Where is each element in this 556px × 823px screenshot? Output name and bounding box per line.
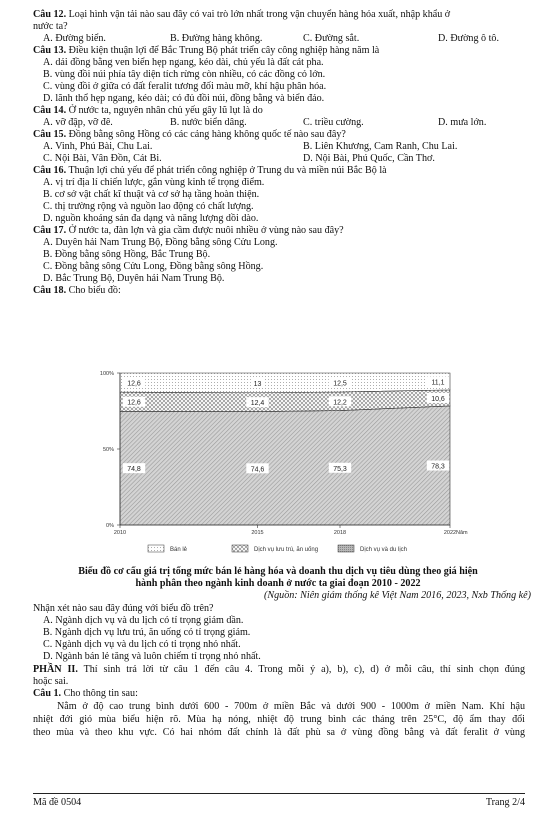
- q15-number: Câu 15.: [33, 129, 67, 140]
- q12-number: Câu 12.: [33, 9, 67, 20]
- part2-q1-number: Câu 1.: [33, 688, 62, 699]
- part2-q1-stem: [33, 688, 138, 700]
- q12-option-b[interactable]: B. Đường hàng không.: [170, 33, 263, 44]
- q18-option-d[interactable]: D. Ngành bán lẻ tăng và luôn chiếm tỉ trọng nhỏ nhất.: [43, 651, 261, 662]
- data-label-ban-le-2018: 12,5: [333, 380, 347, 388]
- legend-label-dich-vu-luu-tru-an-uong: Dịch vụ lưu trú, ăn uống: [254, 547, 319, 553]
- q17-stem: [33, 225, 344, 237]
- q17-option-c[interactable]: C. Đồng bằng sông Cửu Long, Đồng bằng sông Hồng.: [43, 261, 264, 272]
- chart-caption-line1: Biểu đồ cơ cấu giá trị tổng mức bán lẻ hàng hóa và doanh thu dịch vụ tiêu dùng theo giá hiện: [78, 566, 478, 577]
- q12-option-d[interactable]: D. Đường ô tô.: [438, 33, 499, 44]
- q17-number: Câu 17.: [33, 225, 67, 236]
- q14-number: Câu 14.: [33, 105, 67, 116]
- q18-number: Câu 18.: [33, 285, 67, 296]
- x-tick-label-2022: 2022: [443, 530, 457, 536]
- q12-option-c[interactable]: C. Đường sắt.: [303, 33, 360, 44]
- legend-swatch-ban-le: [148, 545, 164, 552]
- part2-passage-line1: Nằm ở độ cao trung bình dưới 600 - 700m ở miền Bắc và dưới 900 - 1000m ở miền Nam. Khí hậu: [57, 701, 525, 712]
- q12-option-a[interactable]: A. Đường biển.: [43, 33, 106, 44]
- q12-stem-line1: [33, 9, 450, 21]
- q12-stem-line2: nước ta?: [33, 21, 68, 32]
- q16-text: Thuận lợi chủ yếu để phát triển công nghiệp ở Trung du và miền núi Bắc Bộ là: [68, 165, 387, 176]
- part2-intro-line2: hoặc sai.: [33, 676, 69, 687]
- q16-option-a[interactable]: A. vị trí địa lí chiến lược, gắn vùng kinh tế trọng điểm.: [43, 177, 265, 188]
- q17-option-a[interactable]: A. Duyên hải Nam Trung Bộ, Đồng bằng sông Cửu Long.: [43, 237, 278, 248]
- q18-option-c[interactable]: C. Ngành dịch vụ và du lịch có tỉ trọng nhỏ nhất.: [43, 639, 241, 650]
- q13-option-a[interactable]: A. dải đồng bằng ven biển hẹp ngang, kéo dài, chủ yếu là đất cát pha.: [43, 57, 324, 68]
- q15-option-b[interactable]: B. Liên Khương, Cam Ranh, Chu Lai.: [303, 141, 458, 152]
- q13-option-c[interactable]: C. vùng đồi ở giữa có đất feralit tương đối màu mỡ, khí hậu phân hóa.: [43, 81, 327, 92]
- data-label-dich-vu-va-du-lich-2018: 75,3: [333, 465, 347, 473]
- data-label-ban-le-2010: 12,6: [127, 380, 141, 388]
- area-dich-vu-va-du-lich: [120, 406, 450, 525]
- data-label-dich-vu-luu-tru-an-uong-2018: 12,2: [333, 399, 347, 407]
- q17-option-b[interactable]: B. Đồng bằng sông Hồng, Bắc Trung Bộ.: [43, 249, 211, 260]
- q13-stem: [33, 45, 379, 57]
- y-tick-label-0: 0%: [106, 523, 114, 529]
- q14-stem: [33, 105, 263, 117]
- data-label-dich-vu-va-du-lich-2010: 74,8: [127, 466, 141, 474]
- part2-intro-line1: [33, 664, 525, 676]
- q14-option-a[interactable]: A. vỡ đập, vỡ đê.: [43, 117, 113, 128]
- q13-text: Điều kiện thuận lợi để Bắc Trung Bộ phát triển cây công nghiệp hàng năm là: [68, 45, 380, 56]
- data-label-dich-vu-luu-tru-an-uong-2015: 12,4: [250, 400, 265, 408]
- part2-passage-line2: nhiệt đới gió mùa biểu hiện rõ. Mùa hạ nóng, nhiệt độ trung bình các tháng trên 25°C, độ ẩm thay đổi: [33, 714, 525, 725]
- q18-text: Cho biểu đồ:: [68, 285, 121, 296]
- q18-option-a[interactable]: A. Ngành dịch vụ và du lịch có tỉ trọng giảm dần.: [43, 615, 244, 626]
- legend-label-dich-vu-va-du-lich: Dịch vụ và du lịch: [360, 547, 408, 553]
- data-label-ban-le-2022: 11,1: [431, 379, 445, 387]
- footer-exam-code: Mã đề 0504: [33, 797, 82, 808]
- part2-passage-line3: theo mùa và theo khu vực. Có hai nhóm đất chính là đất phù sa ở vùng đồng bằng và đất feralit ở vùng: [33, 727, 525, 738]
- legend-swatch-dich-vu-luu-tru-an-uong: [232, 545, 248, 552]
- q15-stem: [33, 129, 346, 141]
- part2-heading: PHẦN II.: [33, 664, 78, 675]
- q16-stem: [33, 165, 387, 177]
- data-label-dich-vu-va-du-lich-2022: 78,3: [431, 463, 445, 471]
- part2-q1-text: Cho thông tin sau:: [63, 688, 138, 699]
- q18-prompt: Nhận xét nào sau đây đúng với biểu đồ trên?: [33, 603, 214, 614]
- q16-number: Câu 16.: [33, 165, 67, 176]
- y-tick-label-50: 50%: [102, 447, 114, 453]
- q16-option-b[interactable]: B. cơ sở vật chất kĩ thuật và cơ sở hạ tầng hoàn thiện.: [43, 189, 260, 200]
- q18-option-b[interactable]: B. Ngành dịch vụ lưu trú, ăn uống có tỉ trọng giảm.: [43, 627, 251, 638]
- data-label-dich-vu-va-du-lich-2015: 74,6: [250, 466, 265, 474]
- y-tick-label-100: 100%: [99, 371, 114, 377]
- q15-option-a[interactable]: A. Vinh, Phú Bài, Chu Lai.: [43, 141, 153, 152]
- q14-text: Ở nước ta, nguyên nhân chủ yếu gây lũ lụt là do: [68, 105, 263, 116]
- q15-option-c[interactable]: C. Nội Bài, Vân Đồn, Cát Bi.: [43, 153, 162, 164]
- legend-label-ban-le: Bán lẻ: [170, 547, 188, 553]
- area-chart: [0, 297, 556, 562]
- legend-swatch-dich-vu-va-du-lich: [338, 545, 354, 552]
- q18-stem: [33, 285, 121, 297]
- q14-option-b[interactable]: B. nước biển dâng.: [170, 117, 247, 128]
- q17-text: Ở nước ta, đàn lợn và gia cầm được nuôi nhiều ở vùng nào sau đây?: [68, 225, 344, 236]
- q13-option-b[interactable]: B. vùng đồi núi phía tây diện tích rừng còn nhiều, có các đồng cỏ lớn.: [43, 69, 326, 80]
- q15-text: Đồng bằng sông Hồng có các cảng hàng không quốc tế nào sau đây?: [68, 129, 346, 140]
- x-tick-label-2018: 2018: [333, 530, 347, 536]
- part2-instruction: Thí sinh trả lời từ câu 1 đến câu 4. Trong mỗi ý a), b), c), d) ở mỗi câu, thí sinh chọn đúng: [83, 664, 525, 675]
- q13-number: Câu 13.: [33, 45, 67, 56]
- chart-source: (Nguồn: Niên giám thống kê Việt Nam 2016, 2023, Nxb Thống kê): [264, 590, 531, 601]
- chart-caption-line2: hành phân theo ngành kinh doanh ở nước ta giai đoạn 2010 - 2022: [135, 578, 421, 589]
- q13-option-d[interactable]: D. lãnh thổ hẹp ngang, kéo dài; có đủ đồi núi, đồng bằng và biển đảo.: [43, 93, 325, 104]
- x-axis-label: Năm: [456, 530, 468, 536]
- q12-text: Loại hình vận tải nào sau đây có vai trò lớn nhất trong vận chuyển hàng hóa xuất, nhập khẩu ở: [68, 9, 451, 20]
- q15-option-d[interactable]: D. Nội Bài, Phú Quốc, Cần Thơ.: [303, 153, 435, 164]
- q16-option-c[interactable]: C. thị trường rộng và nguồn lao động có chất lượng.: [43, 201, 254, 212]
- data-label-dich-vu-luu-tru-an-uong-2010: 12,6: [127, 399, 141, 407]
- data-label-dich-vu-luu-tru-an-uong-2022: 10,6: [431, 395, 445, 403]
- footer-rule: [33, 793, 525, 794]
- q16-option-d[interactable]: D. nguồn khoáng sản đa dạng và năng lượng dồi dào.: [43, 213, 259, 224]
- q14-option-d[interactable]: D. mưa lớn.: [438, 117, 487, 128]
- q17-option-d[interactable]: D. Bắc Trung Bộ, Duyên hải Nam Trung Bộ.: [43, 273, 225, 284]
- x-tick-label-2010: 2010: [113, 530, 127, 536]
- footer-page-number: Trang 2/4: [485, 797, 525, 808]
- x-tick-label-2015: 2015: [251, 530, 264, 536]
- q14-option-c[interactable]: C. triều cường.: [303, 117, 364, 128]
- area-ban-le: [120, 373, 450, 393]
- data-label-ban-le-2015: 13: [253, 380, 262, 388]
